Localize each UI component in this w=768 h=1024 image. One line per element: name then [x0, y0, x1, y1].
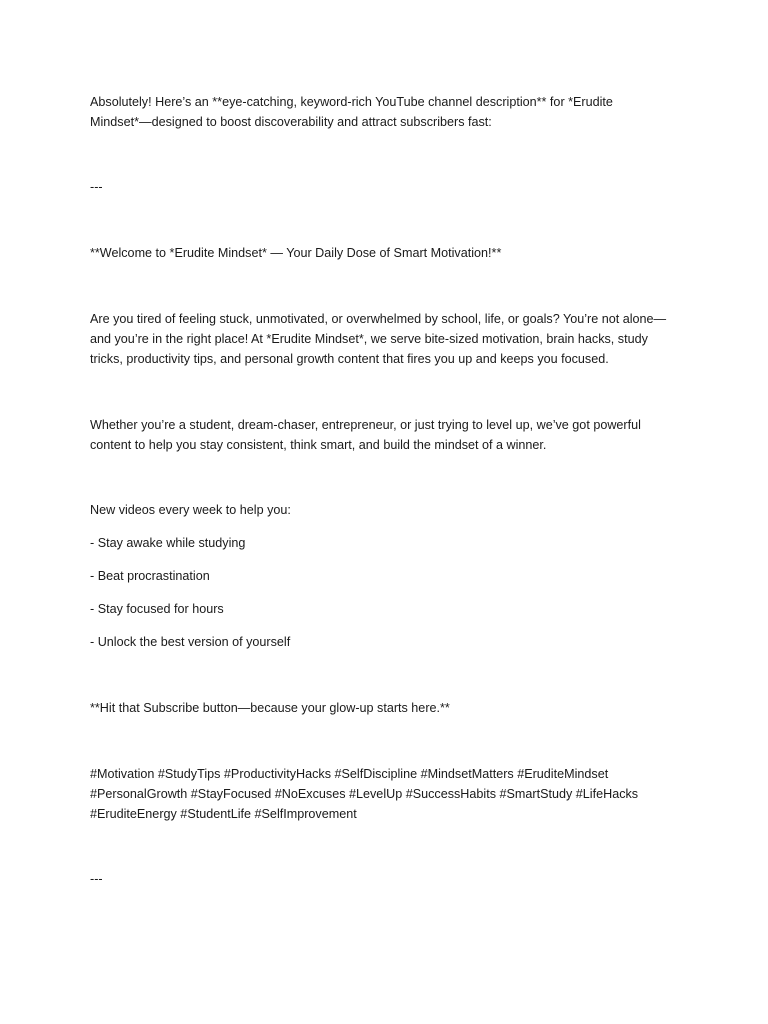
separator-top: ---	[90, 180, 103, 194]
bullet-item: - Beat procrastination	[90, 569, 210, 583]
subscribe-cta: **Hit that Subscribe button—because your glow-up starts here.**	[90, 701, 450, 715]
whether-paragraph: Whether you’re a student, dream-chaser, entrepreneur, or just trying to level up, we’ve got powerful content to help you stay consistent, think smart, and build the mindset of a winner.	[90, 418, 641, 452]
new-videos-line: New videos every week to help you:	[90, 503, 291, 517]
bullet-item: - Stay awake while studying	[90, 536, 246, 550]
welcome-heading: **Welcome to *Erudite Mindset* — Your Daily Dose of Smart Motivation!**	[90, 246, 502, 260]
separator-bottom: ---	[90, 872, 103, 886]
tired-paragraph: Are you tired of feeling stuck, unmotivated, or overwhelmed by school, life, or goals? You’re not alone— and you’re in the right place! At *Erudite Mindset*, we serve bite-sized motivation, brain hacks, study tricks, productivity tips, and personal growth content that fires you up and keeps you focused.	[90, 312, 667, 366]
intro-paragraph: Absolutely! Here’s an **eye-catching, keyword-rich YouTube channel description** for *Erudite Mindset*—designed to boost discoverability and attract subscribers fast:	[90, 95, 613, 129]
bullet-item: - Unlock the best version of yourself	[90, 635, 291, 649]
bullet-item: - Stay focused for hours	[90, 602, 224, 616]
hashtags-block: #Motivation #StudyTips #ProductivityHacks #SelfDiscipline #MindsetMatters #EruditeMindset #PersonalGrowth #StayFocused #NoExcuses #LevelUp #SuccessHabits #SmartStudy #LifeHacks #EruditeEnergy #StudentLife #SelfImprovement	[90, 767, 639, 821]
